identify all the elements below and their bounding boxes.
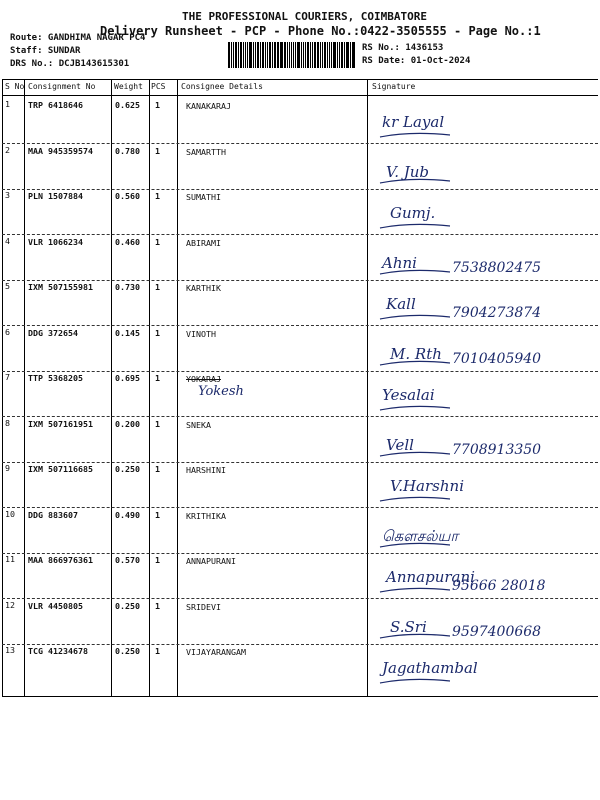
signature — [372, 420, 592, 460]
barcode-bar — [243, 42, 244, 68]
row-sno: 6 — [5, 326, 10, 337]
barcode-bar — [287, 42, 288, 68]
table-row — [0, 554, 600, 598]
signature-text: Annapurani — [386, 568, 475, 586]
signature-scribble — [372, 556, 592, 600]
table-row — [0, 236, 600, 280]
pieces-count: 1 — [155, 646, 160, 656]
pieces-count: 1 — [155, 236, 160, 247]
consignee-name: SUMATHI — [186, 192, 221, 202]
signature-scribble — [372, 147, 592, 191]
barcode-bar — [312, 42, 313, 68]
barcode-bar — [280, 42, 283, 68]
drs-number: DRS No.: DCJB143615301 — [10, 59, 130, 69]
consignee-name: KANAKARAJ — [186, 101, 231, 111]
barcode-bar — [257, 42, 259, 68]
barcode-bar — [269, 42, 271, 68]
row-sno: 11 — [5, 554, 15, 564]
pieces-count: 1 — [155, 418, 160, 429]
signature-phone: 7708913350 — [452, 441, 542, 458]
signature-stroke — [380, 315, 450, 319]
barcode-bar — [265, 42, 266, 68]
signature-phone: 7010405940 — [452, 350, 542, 367]
rs-date: RS Date: 01-Oct-2024 — [362, 56, 471, 66]
signature-phone: 9597400668 — [452, 623, 542, 640]
barcode-bar — [352, 42, 355, 68]
weight-value: 0.730 — [115, 282, 140, 292]
barcode-bar — [327, 42, 328, 68]
row-sno: 4 — [5, 235, 10, 246]
signature-scribble — [372, 602, 592, 646]
barcode-bar — [333, 42, 336, 68]
consignee-name: VIJAYARANGAM — [186, 647, 246, 657]
weight-value: 0.490 — [115, 509, 140, 520]
weight-value: 0.560 — [115, 191, 140, 201]
barcode-bar — [346, 42, 347, 68]
barcode-bar — [324, 42, 326, 68]
signature-text: S.Sri — [390, 617, 427, 636]
signature-text: Vell — [386, 435, 414, 454]
pieces-count: 1 — [155, 282, 160, 292]
table-row — [0, 645, 600, 689]
table-row — [0, 190, 600, 234]
barcode-bar — [267, 42, 268, 68]
row-sno: 5 — [5, 281, 10, 291]
runsheet-title: Delivery Runsheet - PCP - Phone No.:0422-3505555 - Page No.:1 — [100, 24, 541, 38]
consignee-name: SRIDEVI — [186, 601, 221, 612]
row-sno: 12 — [5, 599, 15, 610]
consignment-number: MAA 945359574 — [28, 145, 93, 156]
signature-scribble — [372, 374, 592, 418]
signature — [372, 192, 592, 232]
consignment-number: VLR 4450805 — [28, 600, 83, 611]
table-row — [0, 463, 600, 507]
barcode-bar — [329, 42, 330, 68]
signature-text: kr Layal — [382, 113, 445, 131]
signature — [372, 602, 592, 642]
barcode-bar — [331, 42, 333, 68]
signature-scribble — [372, 465, 592, 509]
weight-value: 0.145 — [115, 327, 140, 338]
barcode-bar — [284, 42, 286, 68]
signature — [372, 101, 592, 141]
column-header-consignee: Consignee Details — [181, 82, 263, 91]
column-header-consignment: Consignment No — [28, 82, 96, 91]
barcode-bar — [253, 42, 254, 68]
barcode-bar — [228, 42, 230, 68]
signature — [372, 465, 592, 505]
signature-stroke — [380, 679, 450, 683]
pieces-count: 1 — [155, 464, 160, 474]
barcode-bar — [274, 42, 276, 68]
table-header-border — [2, 95, 598, 96]
column-header-pcs: PCS — [151, 82, 166, 91]
consignee-name: HARSHINI — [186, 465, 226, 475]
barcode-bar — [289, 42, 290, 68]
pieces-count: 1 — [155, 373, 160, 383]
consignment-number: TCG 41234678 — [28, 646, 88, 656]
pieces-count: 1 — [155, 191, 160, 201]
signature-text: கௌசல்யா — [382, 526, 459, 545]
signature — [372, 511, 592, 551]
weight-value: 0.460 — [115, 236, 140, 247]
signature-scribble — [372, 647, 592, 691]
consignment-number: MAA 866976361 — [28, 555, 93, 565]
signature-scribble — [372, 329, 592, 373]
barcode-bar — [295, 42, 296, 68]
table-row — [0, 145, 600, 189]
weight-value: 0.780 — [115, 145, 140, 156]
barcode-bar — [262, 42, 265, 68]
signature — [372, 556, 592, 596]
consignment-number: VLR 1066234 — [28, 236, 83, 247]
staff-label: Staff: SUNDAR — [10, 46, 81, 56]
table-row — [0, 418, 600, 462]
signature-text: Yesalai — [382, 386, 435, 404]
column-header-sno: S No — [5, 82, 25, 91]
consignee-name: KRITHIKA — [186, 510, 226, 521]
signature-text: Jagathambal — [382, 659, 478, 677]
signature — [372, 329, 592, 369]
column-header-weight: Weight — [114, 82, 143, 91]
signature-phone: 95666 28018 — [452, 578, 546, 594]
table-row — [0, 372, 600, 416]
consignment-number: IXM 507116685 — [28, 464, 93, 474]
signature-text: Gumj. — [390, 204, 436, 222]
signature-scribble — [372, 101, 592, 145]
pieces-count: 1 — [155, 145, 160, 156]
barcode-bar — [260, 42, 261, 68]
barcode-bar — [233, 42, 234, 68]
barcode-bar — [350, 42, 351, 68]
rs-number: RS No.: 1436153 — [362, 43, 444, 53]
signature-scribble — [372, 420, 592, 464]
signature-scribble — [372, 192, 592, 236]
consignment-number: IXM 507155981 — [28, 282, 93, 292]
barcode-bar — [272, 42, 273, 68]
consignee-name: SNEKA — [186, 419, 211, 430]
signature-phone: 7904273874 — [452, 305, 542, 321]
signature-text: V. Jub — [386, 162, 430, 181]
barcode-bar — [277, 42, 278, 68]
table-row — [0, 281, 600, 325]
table-header — [0, 79, 600, 95]
table-row — [0, 600, 600, 644]
barcode-bar — [247, 42, 249, 68]
signature-stroke — [380, 497, 450, 501]
consignee-name: SAMARTTH — [186, 146, 226, 157]
barcode-bar — [344, 42, 345, 68]
consignment-number: DDG 883607 — [28, 509, 78, 520]
barcode-bar — [301, 42, 302, 68]
signature — [372, 283, 592, 323]
barcode-bar — [255, 42, 256, 68]
pieces-count: 1 — [155, 100, 160, 110]
barcode-bar — [322, 42, 323, 68]
row-sno: 13 — [5, 645, 15, 655]
signature — [372, 147, 592, 187]
barcode-bar — [291, 42, 293, 68]
pieces-count: 1 — [155, 555, 160, 565]
row-sno: 1 — [5, 99, 10, 109]
signature-stroke — [380, 406, 450, 410]
signature-text: M. Rth — [390, 344, 442, 363]
barcode-bar — [307, 42, 309, 68]
barcode — [228, 42, 356, 68]
signature-text: Ahni — [382, 253, 417, 272]
weight-value: 0.625 — [115, 100, 140, 110]
signature-scribble — [372, 511, 592, 555]
signature-stroke — [380, 588, 450, 592]
row-sno: 9 — [5, 463, 10, 473]
barcode-bar — [310, 42, 311, 68]
barcode-bar — [347, 42, 349, 68]
barcode-bar — [337, 42, 338, 68]
barcode-bar — [235, 42, 238, 68]
consignment-number: TRP 6418646 — [28, 100, 83, 110]
weight-value: 0.570 — [115, 555, 140, 565]
barcode-bar — [339, 42, 340, 68]
consignment-number: PLN 1507884 — [28, 191, 83, 201]
barcode-bar — [317, 42, 320, 68]
pieces-count: 1 — [155, 600, 160, 611]
signature — [372, 238, 592, 278]
pieces-count: 1 — [155, 509, 160, 520]
route-label: Route: GANDHIMA NAGAR PC4 — [10, 33, 146, 43]
weight-value: 0.695 — [115, 373, 140, 383]
weight-value: 0.250 — [115, 600, 140, 611]
consignee-name-correction: Yokesh — [198, 384, 244, 399]
company-name: THE PROFESSIONAL COURIERS, COIMBATORE — [182, 10, 428, 23]
consignee-name: ANNAPURANI — [186, 556, 236, 566]
signature-text: V.Harshni — [390, 477, 464, 495]
weight-value: 0.250 — [115, 464, 140, 474]
row-sno: 10 — [5, 508, 15, 519]
barcode-bar — [249, 42, 252, 68]
signature-stroke — [380, 224, 450, 228]
barcode-bar — [314, 42, 316, 68]
barcode-bar — [240, 42, 242, 68]
signature-scribble — [372, 238, 592, 282]
barcode-bar — [293, 42, 294, 68]
barcode-bar — [341, 42, 343, 68]
barcode-bar — [245, 42, 246, 68]
row-sno: 2 — [5, 144, 10, 155]
consignee-name: ABIRAMI — [186, 237, 221, 248]
signature — [372, 647, 592, 687]
consignment-number: TTP 5368205 — [28, 373, 83, 383]
signature-stroke — [380, 133, 450, 137]
barcode-bar — [320, 42, 321, 68]
barcode-bar — [238, 42, 239, 68]
table-row — [0, 99, 600, 143]
consignment-number: IXM 507161951 — [28, 418, 93, 429]
row-sno: 8 — [5, 417, 10, 428]
barcode-bar — [303, 42, 305, 68]
consignee-name: VINOTH — [186, 328, 216, 339]
weight-value: 0.250 — [115, 646, 140, 656]
barcode-bar — [297, 42, 300, 68]
pieces-count: 1 — [155, 327, 160, 338]
signature-scribble — [372, 283, 592, 327]
consignee-name: YOKARAJ — [186, 374, 221, 384]
row-sno: 3 — [5, 190, 10, 200]
table-row — [0, 327, 600, 371]
signature-phone: 7538802475 — [452, 259, 542, 276]
barcode-bar — [305, 42, 306, 68]
weight-value: 0.200 — [115, 418, 140, 429]
consignment-number: DDG 372654 — [28, 327, 78, 338]
consignee-name: KARTHIK — [186, 283, 221, 293]
table-bottom-border — [2, 696, 598, 697]
barcode-bar — [278, 42, 279, 68]
table-row — [0, 509, 600, 553]
row-sno: 7 — [5, 372, 10, 382]
column-header-signature: Signature — [372, 82, 416, 91]
signature-text: Kall — [386, 295, 416, 313]
barcode-bar — [231, 42, 232, 68]
signature — [372, 374, 592, 414]
